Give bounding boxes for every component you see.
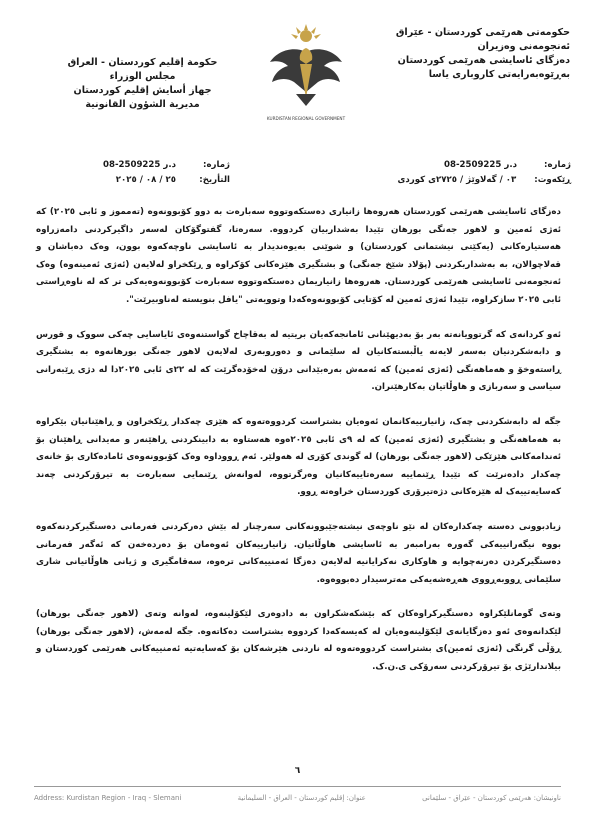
header-kurdish-line: دەزگای ئاسایشی هەرێمی کوردستان: [397, 55, 570, 66]
kurdistan-emblem-icon: [256, 22, 356, 132]
footer-divider: [34, 786, 561, 787]
reference-date-row: [351, 173, 571, 188]
footer: [34, 790, 561, 806]
header-kurdish-block: [365, 26, 570, 82]
header-kurdish-line: ئەنجومەنی وەزیران: [477, 41, 570, 52]
header-kurdish-line: حکومەتی هەرێمی کوردستان - عێراق: [395, 27, 570, 38]
reference-value: د.ر 2509225-08: [443, 160, 517, 170]
reference-value: ٠٣ / گەلاوێژ / ٢٧٢٥ی کوردی: [397, 175, 517, 185]
footer-address-english: Address: Kurdistan Region - Iraq - Slemani: [34, 794, 182, 802]
footer-address-kurdish: ناونیشان: هەرێمی کوردستان - عێراق - سلێمانی: [422, 794, 561, 802]
emblem-caption: KURDISTAN REGIONAL GOVERNMENT: [266, 116, 346, 121]
header-kurdish-line: بەڕێوەبەرایەتی کاروباری یاسا: [428, 69, 570, 80]
reference-value: د.ر 2509225-08: [102, 160, 176, 170]
reference-label: ڕێکەوت:: [534, 175, 571, 185]
letterhead: [30, 22, 570, 137]
body-paragraph: ئەو کردانەی کە گرتوویانەتە بەر بۆ بەدیهێنانی ئامانجەکەیان بریتیە لە بەقاچاخ گواستنەوەی ئایاسایی چەکی سووک و قورس و دابەشکردنیان بەسەر لایەنە یاڵبستەکانیان لە سلێمانی و دەوروبەری لەلایەن لاهور جەنگی بورهانەوە بە بشتگیری ڕاستەوخۆ و هەماهەنگی (ئەژی ئەمین) کە ئەمەش بەرەبێدانی درۆن لەخۆدەگرێت کە لە ٢٢ی ئابی ٢٠٢٥دا لە دژی ڕێبەرانی سیاسی و سەربازی و هاوڵاتیان بەکارهێنران.: [36, 329, 561, 393]
body-paragraph: وتەی گومانلێکراوە دەستگیرکراوەکان کە بێشکەشکراون بە دادوەری لێکۆلینەوە، لەوانە وتەی (لاهور جەنگی بورهان) لێکدانەوەی ئەو دەزگایانەی لێکۆلینەوەیان لە کەیسەکەدا کردووە بشتراست دەکاتەوە. جگە لەمەش، (لاهور جەنگی بورهان) ڕۆڵی گرنگی (ئەژی ئەمین)ی بشتراست کردووەتەوە لە ناردنی هێرشەکان بۆ کەسایەتیە ئەمنییەکانی هەرێمی کوردستان و بیلاندارێژی بۆ تیرۆرکردنی سەرۆکی ی.ن.ک.: [36, 609, 561, 673]
reference-label: التأريخ:: [199, 175, 230, 185]
reference-label: ژمارە:: [203, 160, 230, 170]
page-number: ٦: [294, 766, 301, 776]
body-paragraph: جگە لە دابەشکردنی چەک، زانیارییەکانمان ئەوەیان بشتراست کردووەتەوە کە هێزی چەکدار ڕێکخراون و ڕاهێنانیان بێکراوە بە هەماهەنگی و بشتگیری (ئەژی ئەمین) کە لە ٩ی ئابی ٢٠٢٥ەوە هەستاوە بە دابینکردنی ڕاهێنەر و مەیدانی ڕاهێنان بۆ ئەندامەکانی هێزێکی (لاهور جەنگی بورهان) لە گوندی کۆری لە هەولێر. ئەم ڕووداوە وەک کۆبوونەوەی ئامادەکاری بۆ خانەی چەکدار دادەنرێت کە تێیدا ڕێنماییە سەرەتاییەکانیان وەرگرتووە، لەوانەش ڕێنمایی سەبارەت بە تیرۆرکردنی چەند کەسایەتییەک لە هێزەکانی دژەتیرۆری کوردستان خراوەتە ڕوو.: [36, 416, 561, 498]
header-arabic-line: جهاز أسايش إقليم كوردستان: [73, 85, 212, 96]
reference-block-arabic: [60, 158, 230, 188]
reference-number-row: [351, 158, 571, 173]
reference-block-kurdish: [351, 158, 571, 188]
footer-address-arabic: عنوان: إقليم كوردستان - العراق - السليمانية: [237, 794, 366, 802]
header-arabic-line: حكومة إقليم كوردستان - العراق: [67, 57, 218, 68]
header-arabic-line: مجلس الوزراء: [109, 71, 176, 82]
body-paragraph: دەزگای ئاسایشی هەرێمی کوردستان هەروەها زانیاری دەستکەوتووە سەبارەت بە دوو کۆبوونەوە (تەمموز و ئابی ٢٠٢٥) کە ئەژی ئەمین و لاهور جەنگی بورهان تێیدا بەشداربیان کردووە. سەرەتا، گفتوگۆکان لەسەر داگیرکردنی دامەزراوە هەستیارەکانی (یەکێتی نیشتمانی کوردستان) و شوێنی بەیوەندیدار بە ئاسایشی ناوچەکەوە بوون، وەک دەباشان و قەلاچوالان، بە بەشداربکردنی (پۆلاد شێخ جەنگی) و بشتگیری هێزەکانی کۆکراوە و ڕێکخراو لەلایەن (ئەژی ئەمینەوە) وەک ئەنجومەنی ئاسایشی هەرێمی کوردستان. هەروەها زانیاریمان دەستکەوتووە سەبارەت کۆبوونەوەیەکی تر کە لە ناوەڕاستی ئابی ٢٠٢٥ سازکراوە، تێیدا ئەژی ئەمین لە کۆتایی کۆبوونەوەکەدا وتوویەتی "یافل بنویسته لەناوبیرێت".: [36, 207, 561, 305]
reference-label: ژمارە:: [544, 160, 571, 170]
reference-value: ٢٥ / ٠٨ / ٢٠٢٥: [115, 175, 176, 185]
letter-body: [36, 204, 561, 694]
reference-number-row: [60, 158, 230, 173]
reference-date-row: [60, 173, 230, 188]
body-paragraph: زیادبوونی دەستە چەکدارەکان لە نێو ناوچەی نیشتەجێبوونەکانی سەرچنار لە بێش دەرکردنی فەرمانی دەستگیرکردنەکەوە بووە نیگەرانییەکی گەورە بەرامبەر بە ئاسایشی هاوڵاتیان. زانیارییەکان ئەوەمان بۆ دەردەخەن کە ئەگەر فەرمانی دەستگیرکردن دەرنەچوایە و هاوکاری نەکرایانیە لەلایەن دەزگا ئەمنییەکانی ترەوە، سەقامگیری و ژیانی هاوڵاتیانی شاری سلێمانی ڕووبەڕووی هەڕەشەیەکی مەترسیدار دەبووەوە.: [36, 521, 561, 585]
header-arabic-line: مديرية الشؤون القانونية: [85, 99, 200, 110]
header-arabic-block: [50, 56, 235, 112]
